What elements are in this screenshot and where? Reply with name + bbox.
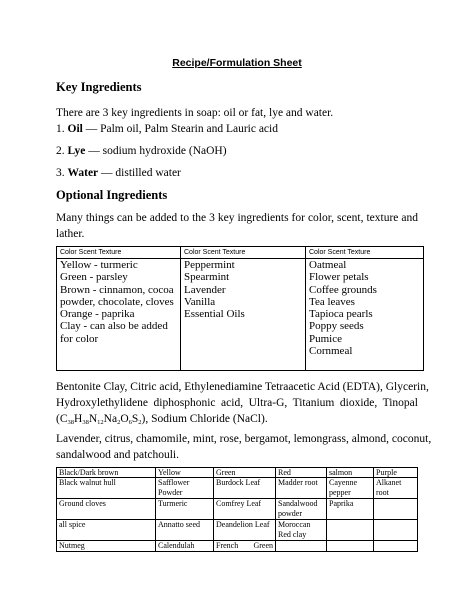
formula-element: N <box>88 413 98 425</box>
paragraph-line: $(C_{38}H_{38}N_{12}Na_2O_6S_2)$, Sodium Chloride (NaCl). <box>56 413 268 426</box>
table-cell: Calendulah <box>156 541 214 552</box>
table-cell <box>374 520 418 541</box>
list-item: Brown - cinnamon, cocoa <box>60 283 174 296</box>
formula-element: C <box>59 413 68 425</box>
table-cell <box>276 541 327 552</box>
table-cell: Paprika <box>327 499 374 520</box>
paragraph-line: Hydroxylethylidene diphosphonic acid, Ultra-G, Titanium dioxide, Tinopal <box>56 397 418 409</box>
item-number: 3. <box>56 167 68 179</box>
list-item: Yellow - turmeric <box>60 259 138 271</box>
table-cell: Deandelion Leaf <box>214 520 276 541</box>
paragraph-line: Lavender, citrus, chamomile, mint, rose, bergamot, lemongrass, almond, coconut, <box>56 433 432 445</box>
table-cell: salmon <box>327 468 374 478</box>
paragraph-line: Bentonite Clay, Citric acid, Ethylenediamine Tetraacetic Acid (EDTA), Glycerin, <box>56 381 429 393</box>
additives-tail: ), Sodium Chloride (NaCl). <box>141 413 268 425</box>
table-cell: Ground cloves <box>57 499 156 520</box>
item-description: — distilled water <box>98 167 181 179</box>
formula-element: Na <box>103 413 118 425</box>
key-ingredients-heading: Key Ingredients <box>56 80 142 94</box>
formula-element: O <box>120 413 129 425</box>
table-cell <box>327 541 374 552</box>
list-item: Lavender <box>184 283 226 296</box>
paragraph-line: Many things can be added to the 3 key ingredients for color, scent, texture and <box>56 212 418 224</box>
list-item: Peppermint <box>184 259 235 271</box>
table-row <box>57 541 418 552</box>
item-term: Oil <box>67 123 83 135</box>
table-cell: Cayenne pepper <box>327 478 374 499</box>
table-cell: French Green <box>214 541 276 552</box>
list-item: Pumice <box>309 332 342 345</box>
list-item: Essential Oils <box>184 308 245 321</box>
table-row <box>57 478 418 499</box>
table-row <box>57 259 424 371</box>
table-cell: Green <box>214 468 276 478</box>
list-item: Clay - can also be added <box>60 320 168 333</box>
table-header-row <box>57 247 424 259</box>
table-cell: Annatto seed <box>156 520 214 541</box>
natural-colorants-table <box>56 467 418 552</box>
table-cell: Turmeric <box>156 499 214 520</box>
color-column <box>57 259 181 371</box>
list-item: Tea leaves <box>309 295 355 308</box>
table-row <box>57 520 418 541</box>
list-item: Flower petals <box>309 271 369 284</box>
list-item: Orange - paprika <box>60 308 135 321</box>
table-header-cell: Color Scent Texture <box>181 247 306 259</box>
table-cell: Safflower Powder <box>156 478 214 499</box>
list-item: Tapioca pearls <box>309 308 373 321</box>
formula-subscript: 38 <box>67 419 75 426</box>
table-cell <box>327 520 374 541</box>
list-item: Poppy seeds <box>309 320 364 333</box>
list-item: powder, chocolate, cloves <box>60 295 174 308</box>
table-cell: Black/Dark brown <box>57 468 156 478</box>
optional-intro-paragraph <box>56 210 418 242</box>
optional-ingredients-heading: Optional Ingredients <box>56 188 168 202</box>
table-cell <box>374 541 418 552</box>
table-cell: Sandalwood powder <box>276 499 327 520</box>
table-cell: Black walnut hull <box>57 478 156 499</box>
list-item: Vanilla <box>184 295 216 308</box>
formula-subscript: 2 <box>117 419 121 426</box>
table-cell: Alkanet root <box>374 478 418 499</box>
list-item: for color <box>60 332 99 345</box>
list-item: Oatmeal <box>309 259 347 271</box>
formula-subscript: 2 <box>138 419 142 426</box>
item-number: 2. <box>56 145 68 157</box>
paragraph-line: lather. <box>56 228 85 240</box>
table-cell: Comfrey Leaf <box>214 499 276 520</box>
scents-paragraph <box>56 431 432 463</box>
item-term: Lye <box>67 145 86 157</box>
formula-subscript: 6 <box>128 419 132 426</box>
formula-element: S <box>131 413 139 425</box>
list-item: Green - parsley <box>60 271 128 284</box>
item-description: — sodium hydroxide (NaOH) <box>85 145 227 157</box>
table-cell: Yellow <box>156 468 214 478</box>
table-cell: Red <box>276 468 327 478</box>
table-cell <box>374 499 418 520</box>
table-header-cell: Color Scent Texture <box>306 247 424 259</box>
scent-column <box>181 259 306 371</box>
list-item: Spearmint <box>184 271 230 284</box>
table-cell: Madder root <box>276 478 327 499</box>
table-row <box>57 468 418 478</box>
additives-paragraph <box>56 379 429 427</box>
item-term: Water <box>67 167 99 179</box>
texture-column <box>306 259 424 371</box>
ingredient-item-water <box>56 167 181 179</box>
formula-element: H <box>74 413 83 425</box>
table-cell: all spice <box>57 520 156 541</box>
table-cell: Moroccan Red clay <box>276 520 327 541</box>
formula-subscript: 38 <box>82 419 89 426</box>
list-item: Coffee grounds <box>309 283 377 296</box>
item-number: 1. <box>56 123 68 135</box>
table-header-cell: Color Scent Texture <box>57 247 181 259</box>
formula-subscript: 12 <box>97 419 104 426</box>
table-cell: Burdock Leaf <box>214 478 276 499</box>
document-title: Recipe/Formulation Sheet <box>172 57 302 69</box>
key-ingredients-intro: There are 3 key ingredients in soap: oil or fat, lye and water. <box>56 107 334 119</box>
list-item: Cornmeal <box>309 345 353 358</box>
table-cell: Purple <box>374 468 418 478</box>
table-cell: Nutmeg <box>57 541 156 552</box>
color-scent-texture-table <box>56 246 424 371</box>
paragraph-line: sandalwood and patchouli. <box>56 449 179 461</box>
ingredient-item-lye <box>56 145 227 157</box>
ingredient-item-oil <box>56 123 278 135</box>
table-row <box>57 499 418 520</box>
item-description: — Palm oil, Palm Stearin and Lauric acid <box>82 123 278 135</box>
